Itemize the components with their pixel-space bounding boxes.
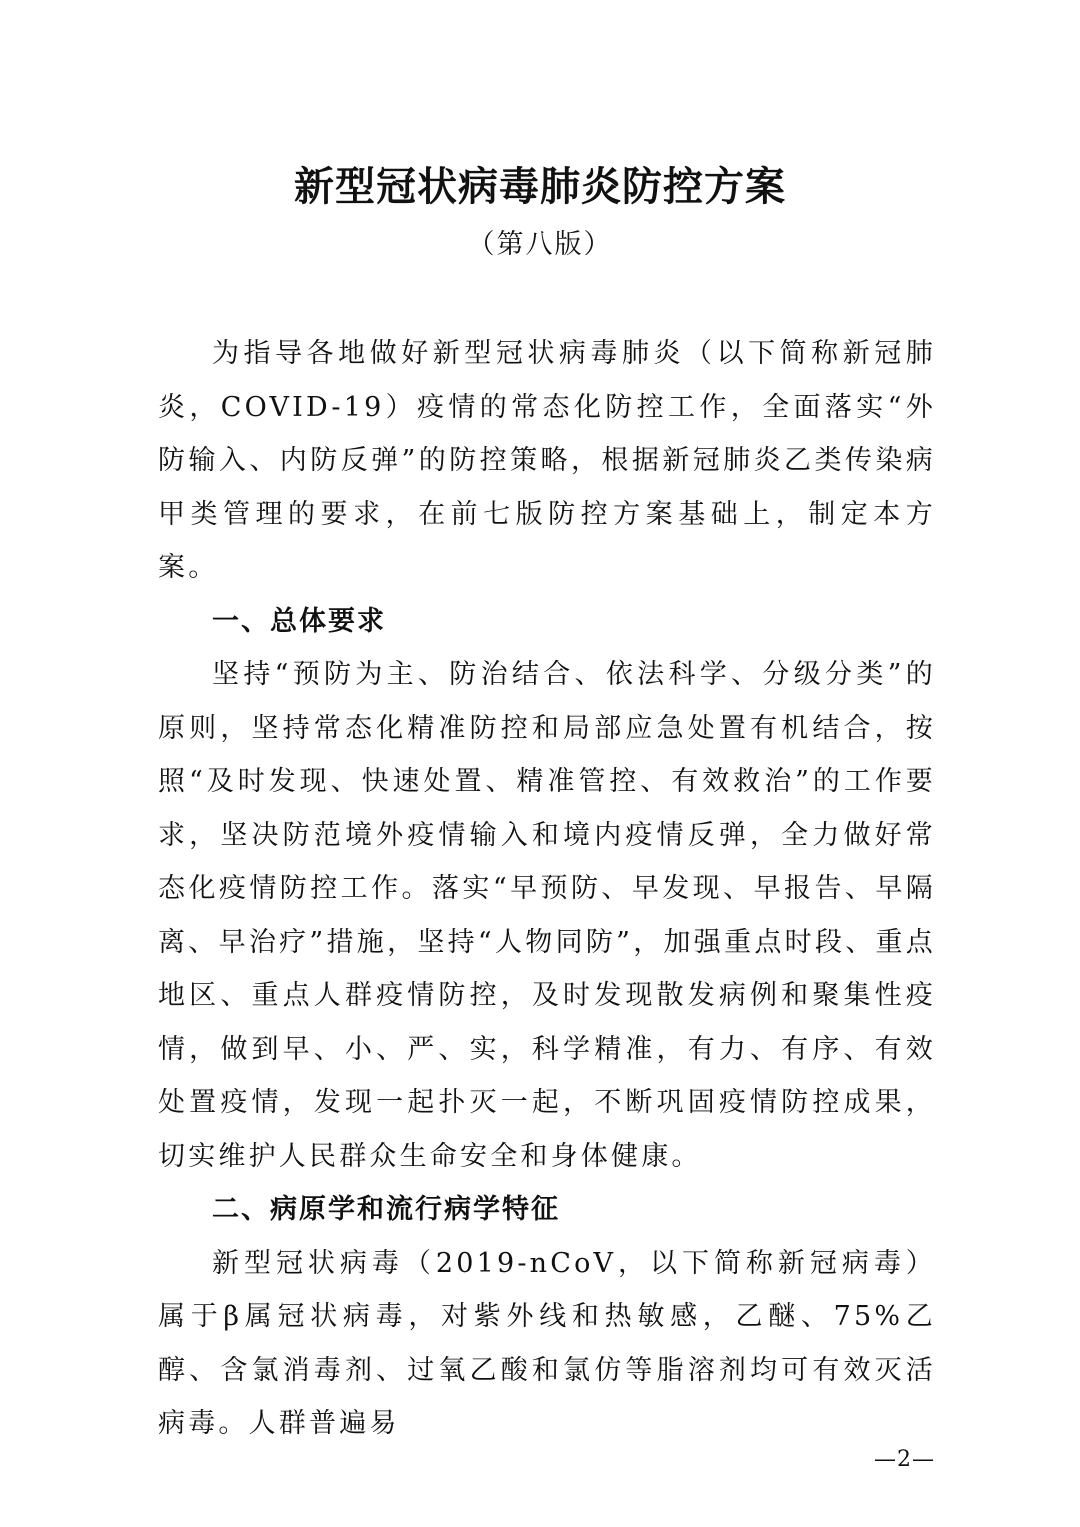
section-heading-etiology-epidemiology: 二、病原学和流行病学特征 (212, 1194, 560, 1225)
general-requirements-paragraph: 坚持“预防为主、防治结合、依法科学、分级分类”的原则，坚持常态化精准防控和局部应急处置有机结合，按照“及时发现、快速处置、精准管控、有效救治”的工作要求，坚决防范境外疫情输入和境内疫情反弹，全力做好常态化疫情防控工作。落实“早预防、早发现、早报告、早隔离、早治疗”措施，坚持“人物同防”，加强重点时段、重点地区、重点人群疫情防控，及时发现散发病例和聚集性疫情，做到早、小、严、实，科学精准，有力、有序、有效处置疫情，发现一起扑灭一起，不断巩固疫情防控成果，切实维护人民群众生命安全和身体健康。 (158, 659, 936, 1172)
page-number: —2— (874, 1447, 935, 1472)
document-subtitle: （第八版） (467, 229, 613, 260)
etiology-paragraph: 新型冠状病毒（2019-nCoV，以下简称新冠病毒）属于β属冠状病毒，对紫外线和热敏感，乙醚、75%乙醇、含氯消毒剂、过氧乙酸和氯仿等脂溶剂均可有效灭活病毒。人群普遍易 (158, 1247, 936, 1439)
intro-paragraph: 为指导各地做好新型冠状病毒肺炎（以下简称新冠肺炎，COVID-19）疫情的常态化防控工作，全面落实“外防输入、内防反弹”的防控策略，根据新冠肺炎乙类传染病甲类管理的要求，在前七版防控方案基础上，制定本方案。 (158, 338, 936, 583)
section-heading-general-requirements: 一、总体要求 (212, 605, 386, 637)
document-title: 新型冠状病毒肺炎防控方案 (294, 164, 786, 210)
document-body (158, 327, 936, 1451)
